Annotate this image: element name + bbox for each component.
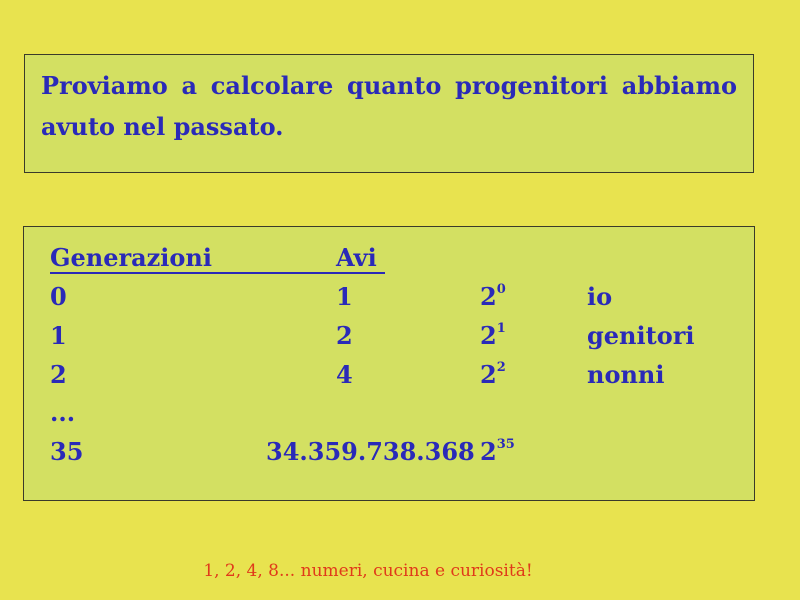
row-1-generation: 1 [50, 321, 67, 350]
intro-text: Proviamo a calcolare quanto progenitori abbiamo avuto nel passato. [41, 71, 737, 141]
row-4-ancestors: 34.359.738.368 [266, 437, 475, 466]
row-0-generation: 0 [50, 282, 67, 311]
row-0-label: io [587, 282, 613, 311]
footer-caption: 1, 2, 4, 8... numeri, cucina e curiosità! [203, 561, 533, 581]
row-4-power-base: 2 [480, 437, 497, 466]
intro-box [24, 54, 754, 173]
row-0-power-exponent: 0 [496, 282, 506, 297]
row-2-power [480, 361, 506, 389]
row-2-ancestors: 4 [336, 360, 353, 389]
row-4-generation: 35 [50, 437, 84, 466]
row-2-power-exponent: 2 [496, 360, 506, 375]
row-2-power-base: 2 [480, 360, 497, 389]
row-2-generation: 2 [50, 360, 67, 389]
row-0-ancestors: 1 [336, 282, 353, 311]
row-0-power-base: 2 [480, 282, 497, 311]
row-0-power [480, 283, 506, 311]
header-generations: Generazioni [50, 243, 212, 272]
row-1-ancestors: 2 [336, 321, 353, 350]
row-1-power-base: 2 [480, 321, 497, 350]
header-underline [50, 272, 385, 274]
table-box [23, 226, 755, 501]
row-1-power [480, 322, 506, 350]
row-1-power-exponent: 1 [496, 321, 506, 336]
header-ancestors: Avi [336, 243, 377, 272]
row-3-generation: ... [50, 398, 76, 427]
row-2-label: nonni [587, 360, 665, 389]
row-4-power [480, 438, 515, 466]
row-1-label: genitori [587, 321, 695, 350]
row-4-power-exponent: 35 [496, 437, 515, 452]
